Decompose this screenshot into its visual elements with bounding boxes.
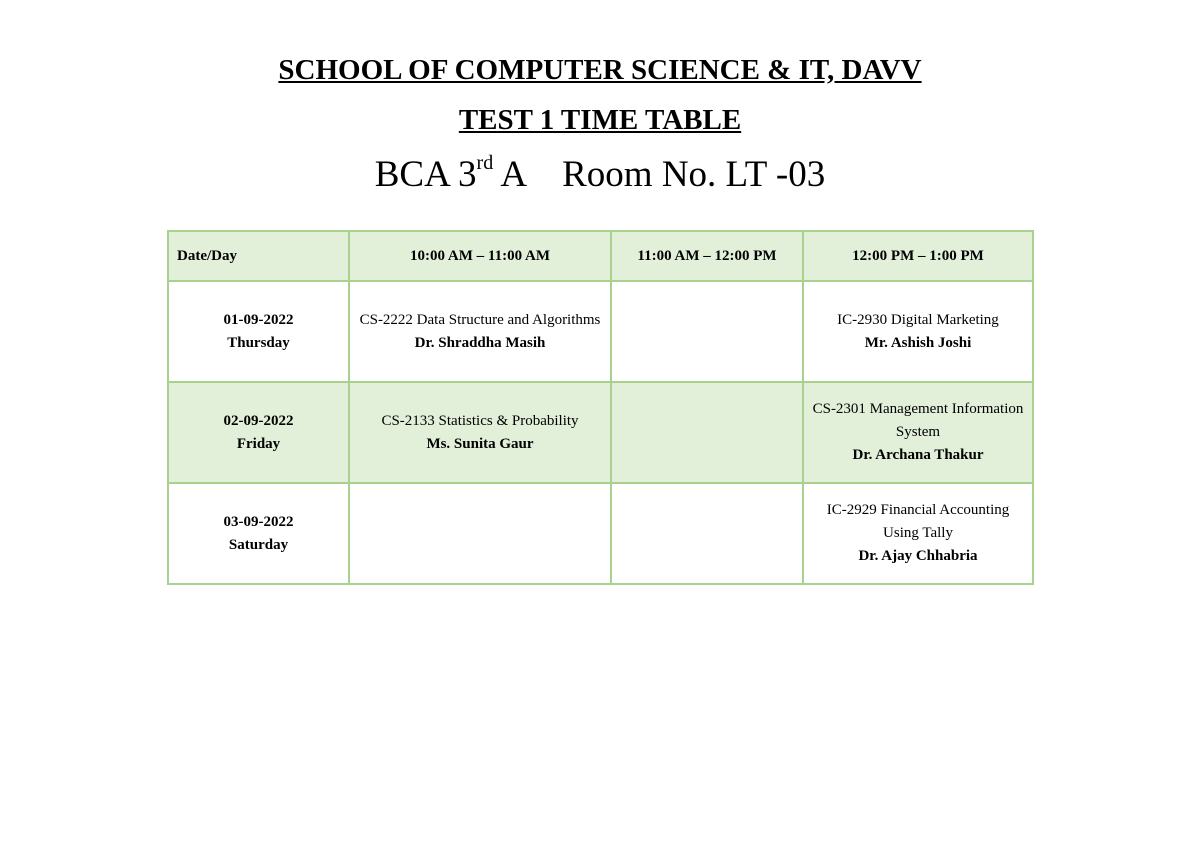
section-room: A Room No. LT -03 bbox=[493, 154, 826, 195]
slot-cell bbox=[349, 382, 611, 483]
date-cell bbox=[168, 281, 349, 382]
date-cell bbox=[168, 483, 349, 584]
header-cell-slot-1: 10:00 AM – 11:00 AM bbox=[349, 231, 611, 281]
teacher: Dr. Ajay Chhabria bbox=[858, 548, 978, 564]
course: CS-2222 Data Structure and Algorithms bbox=[359, 311, 601, 328]
course: IC-2930 Digital Marketing bbox=[837, 311, 999, 328]
slot-cell bbox=[803, 483, 1033, 584]
table-row bbox=[168, 281, 1033, 382]
course: IC-2929 Financial Accounting Using Tally bbox=[826, 502, 1010, 541]
slot-cell bbox=[611, 483, 803, 584]
table-row bbox=[168, 382, 1033, 483]
table-row bbox=[168, 483, 1033, 584]
header-cell-slot-2: 11:00 AM – 12:00 PM bbox=[611, 231, 803, 281]
school-title: SCHOOL OF COMPUTER SCIENCE & IT, DAVV bbox=[278, 54, 922, 86]
day: Saturday bbox=[228, 536, 289, 553]
teacher: Dr. Shraddha Masih bbox=[414, 334, 546, 351]
date: 03-09-2022 bbox=[223, 513, 294, 530]
timetable bbox=[167, 230, 1034, 585]
header-cell-slot-3: 12:00 PM – 1:00 PM bbox=[803, 231, 1033, 281]
teacher: Dr. Archana Thakur bbox=[852, 447, 984, 463]
document-title: TEST 1 TIME TABLE bbox=[458, 104, 742, 136]
slot-cell bbox=[803, 382, 1033, 483]
class-ordinal-suffix: rd bbox=[476, 151, 494, 174]
slot-cell bbox=[611, 382, 803, 483]
slot-cell bbox=[611, 281, 803, 382]
slot-cell bbox=[349, 483, 611, 584]
header-row bbox=[168, 231, 1033, 281]
teacher: Mr. Ashish Joshi bbox=[864, 334, 972, 351]
day: Thursday bbox=[227, 334, 290, 351]
class-name: BCA 3 bbox=[374, 154, 477, 195]
date-cell bbox=[168, 382, 349, 483]
header-cell-date-day: Date/Day bbox=[168, 231, 349, 281]
slot-cell bbox=[349, 281, 611, 382]
slot-cell bbox=[803, 281, 1033, 382]
course: CS-2133 Statistics & Probability bbox=[381, 412, 579, 429]
teacher: Ms. Sunita Gaur bbox=[426, 435, 534, 452]
date: 02-09-2022 bbox=[223, 412, 294, 429]
class-room-heading bbox=[0, 151, 1200, 195]
day: Friday bbox=[236, 435, 281, 452]
date: 01-09-2022 bbox=[223, 311, 294, 328]
course: CS-2301 Management Information System bbox=[812, 401, 1024, 440]
